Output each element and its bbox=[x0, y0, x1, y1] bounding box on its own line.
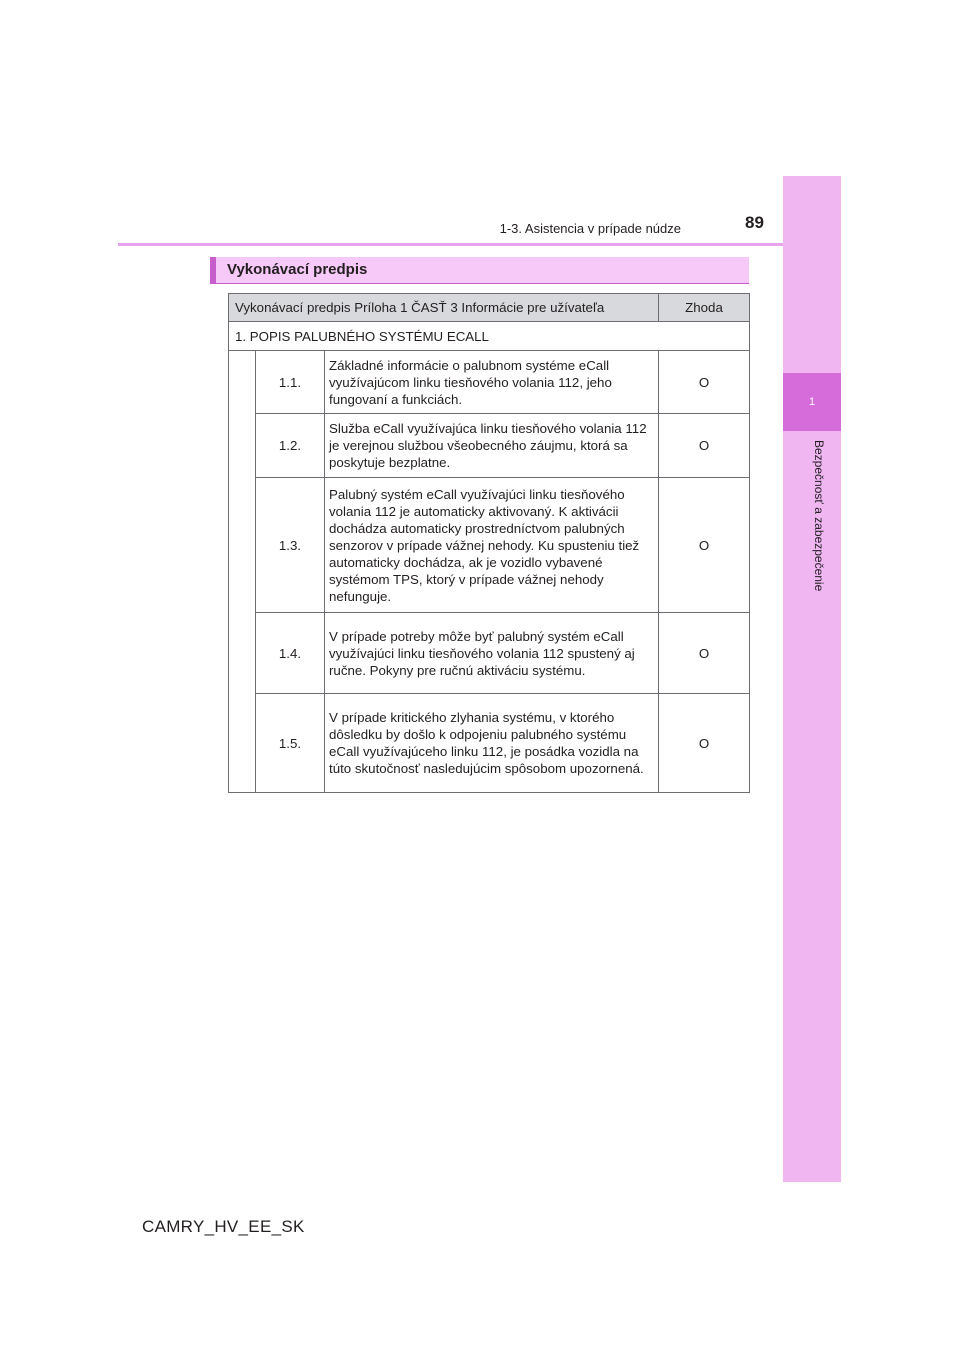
table-row bbox=[229, 478, 750, 613]
table-row bbox=[229, 613, 750, 694]
row-number: 1.3. bbox=[256, 478, 325, 613]
row-number: 1.2. bbox=[256, 414, 325, 478]
row-text: Palubný systém eCall využívajúci linku tiesňového volania 112 je automaticky aktivovaný. K aktivácii dochádza automaticky prostredníctvom palubných senzorov v prípade vážnej nehody. Ku spusteniu tiež automaticky dochádza, ak je vozidlo vybavené systémom TPS, ktorý v prípade vážnej nehody nefunguje. bbox=[325, 478, 659, 613]
row-text: V prípade potreby môže byť palubný systém eCall využívajúci linku tiesňového volania 112 spustený aj ručne. Pokyny pre ručnú aktiváciu systému. bbox=[325, 613, 659, 694]
row-text: Základné informácie o palubnom systéme eCall využívajúcom linku tiesňového volania 112, jeho fungovaní a funkciách. bbox=[325, 351, 659, 414]
indent-cell bbox=[229, 351, 256, 793]
chapter-side-tab bbox=[783, 176, 841, 1182]
row-compliance: O bbox=[659, 613, 750, 694]
col-header-regulation: Vykonávací predpis Príloha 1 ČASŤ 3 Informácie pre užívateľa bbox=[229, 294, 659, 322]
row-compliance: O bbox=[659, 414, 750, 478]
page-number: 89 bbox=[745, 213, 764, 232]
section-heading-bar bbox=[210, 257, 749, 284]
chapter-label: Bezpečnosť a zabezpečenie bbox=[812, 440, 826, 592]
row-number: 1.5. bbox=[256, 694, 325, 793]
chapter-number: 1 bbox=[808, 396, 816, 408]
row-text: Služba eCall využívajúca linku tiesňového volania 112 je verejnou službou všeobecného záujmu, ktorá sa poskytuje bezplatne. bbox=[325, 414, 659, 478]
regulation-table bbox=[228, 293, 750, 793]
header-section-title: 1-3. Asistencia v prípade núdze bbox=[499, 221, 681, 236]
section-title-cell: 1. POPIS PALUBNÉHO SYSTÉMU ECALL bbox=[229, 322, 750, 351]
table-header-row bbox=[229, 294, 750, 322]
document-code: CAMRY_HV_EE_SK bbox=[142, 1217, 305, 1236]
row-text: V prípade kritického zlyhania systému, v ktorého dôsledku by došlo k odpojeniu palubného systému eCall využívajúceho linku 112, je posádka vozidla na túto skutočnosť nasledujúcim spôsobom upozornená. bbox=[325, 694, 659, 793]
table-row bbox=[229, 351, 750, 414]
col-header-compliance: Zhoda bbox=[659, 294, 750, 322]
header-rule bbox=[118, 243, 783, 246]
row-number: 1.4. bbox=[256, 613, 325, 694]
table-row bbox=[229, 414, 750, 478]
row-number: 1.1. bbox=[256, 351, 325, 414]
section-heading: Vykonávací predpis bbox=[227, 261, 368, 278]
row-compliance: O bbox=[659, 351, 750, 414]
table-row bbox=[229, 694, 750, 793]
row-compliance: O bbox=[659, 694, 750, 793]
row-compliance: O bbox=[659, 478, 750, 613]
table-section-row bbox=[229, 322, 750, 351]
